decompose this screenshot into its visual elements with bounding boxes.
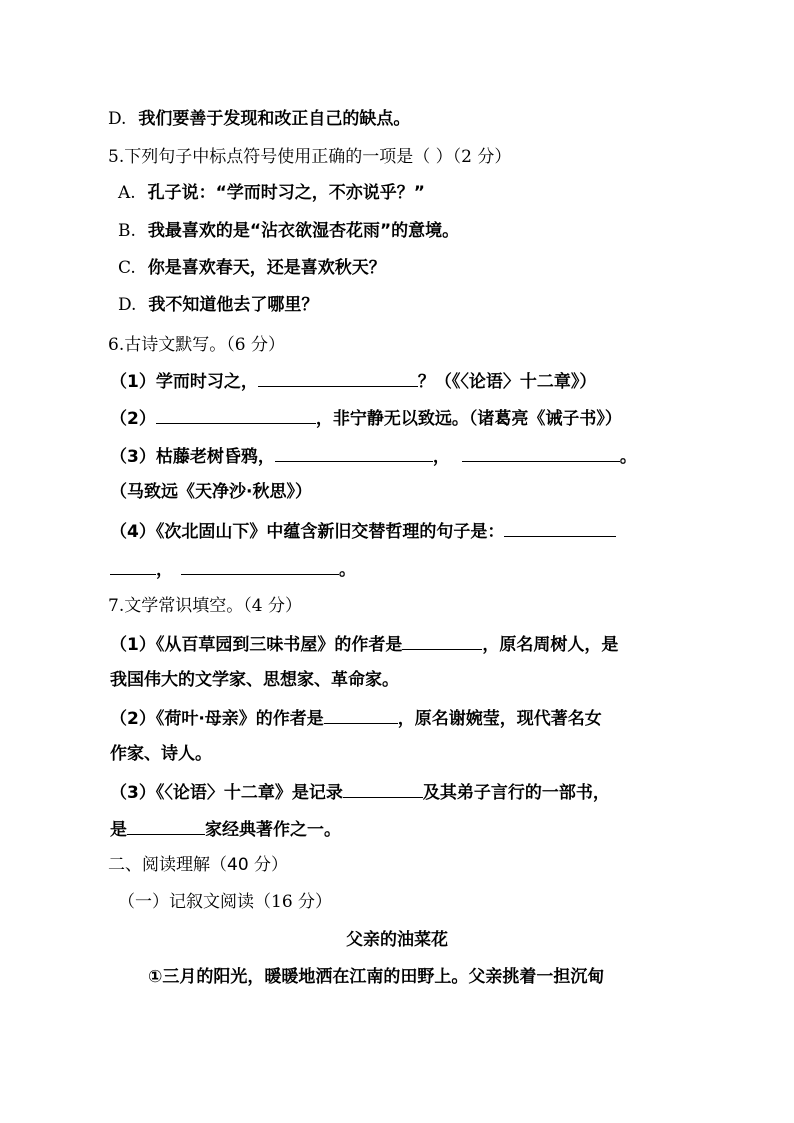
item-text: （3）枯藤老树昏鸦， [110, 447, 275, 467]
q5-option-d [118, 293, 318, 317]
q7-item-1-cont: 我国伟大的文学家、思想家、革命家。 [110, 670, 399, 690]
q7-item-3-cont [110, 816, 341, 842]
item-text: （3）《〈论语〉十二章》是记录 [110, 783, 343, 803]
q7-item-3 [110, 779, 610, 805]
answer-blank[interactable] [110, 556, 156, 575]
answer-blank[interactable] [462, 443, 620, 462]
item-text: 。 [339, 560, 356, 580]
answer-blank[interactable] [504, 518, 616, 537]
q5-stem: 5.下列句子中标点符号使用正确的一项是（ ）（2 分） [108, 147, 512, 167]
answer-blank[interactable] [324, 705, 398, 724]
q7-item-1 [110, 631, 618, 657]
item-text: （2） [110, 409, 156, 429]
q5-option-a [118, 181, 425, 205]
option-letter: C. [118, 258, 136, 278]
item-text: 。 [619, 447, 637, 467]
item-text: 是 [110, 820, 127, 840]
section-heading: 二、阅读理解（40 分） [108, 855, 289, 875]
answer-blank[interactable] [402, 631, 482, 650]
item-text: （1）学而时习之， [110, 372, 258, 392]
item-text: ，非宁静无以致远。（诸葛亮《诫子书》） [315, 409, 622, 429]
option-text: 你是喜欢春天，还是喜欢秋天？ [147, 258, 386, 278]
q5-option-c [118, 256, 386, 280]
answer-blank[interactable] [156, 405, 316, 424]
answer-blank[interactable] [258, 368, 418, 387]
answer-blank[interactable] [127, 816, 205, 835]
q6-item-4-cont [110, 556, 356, 582]
item-text: 及其弟子言行的一部书， [422, 783, 610, 803]
item-text: ， [432, 447, 450, 467]
option-letter: D. [108, 109, 127, 129]
answer-blank[interactable] [343, 779, 423, 798]
q6-stem: 6.古诗文默写。（6 分） [108, 335, 285, 355]
item-text: ，原名谢婉莹，现代著名女 [397, 709, 602, 729]
article-paragraph-1: ①三月的阳光，暖暖地洒在江南的田野上。父亲挑着一担沉甸 [148, 967, 605, 987]
item-text: （2）《荷叶·母亲》的作者是 [110, 709, 324, 729]
item-text: ，原名周树人，是 [482, 635, 619, 655]
q5-option-b [118, 219, 459, 243]
q7-item-2 [110, 705, 602, 731]
item-text: （4）《次北固山下》中蕴含新旧交替哲理的句子是： [110, 522, 505, 542]
option-letter: D. [118, 295, 137, 315]
answer-blank[interactable] [181, 556, 339, 575]
item-text: ？（《〈论语〉十二章》） [417, 372, 597, 392]
option-text: 我们要善于发现和改正自己的缺点。 [138, 109, 411, 129]
item-text: ， [156, 560, 173, 580]
item-text: 家经典著作之一。 [205, 820, 341, 840]
subsection-heading: （一）记叙文阅读（16 分） [118, 892, 333, 912]
answer-blank[interactable] [275, 443, 433, 462]
article-title: 父亲的油菜花 [346, 930, 448, 950]
option-text: 我最喜欢的是“沾衣欲湿杏花雨”的意境。 [147, 221, 460, 241]
q6-item-4 [110, 518, 616, 544]
q6-item-3-source: （马致远《天净沙·秋思》） [110, 482, 312, 502]
option-letter: A. [118, 183, 136, 203]
q6-item-1 [110, 368, 596, 394]
q6-item-3 [110, 443, 637, 469]
option-text: 我不知道他去了哪里？ [148, 295, 319, 315]
q7-item-2-cont: 作家、诗人。 [110, 744, 212, 764]
option-text: 孔子说：“学而时习之，不亦说乎？” [147, 183, 425, 203]
option-letter: B. [118, 221, 136, 241]
q4-option-d [108, 107, 410, 131]
item-text: （1）《从百草园到三味书屋》的作者是 [110, 635, 403, 655]
q6-item-2 [110, 405, 622, 431]
q7-stem: 7.文学常识填空。（4 分） [108, 596, 302, 616]
